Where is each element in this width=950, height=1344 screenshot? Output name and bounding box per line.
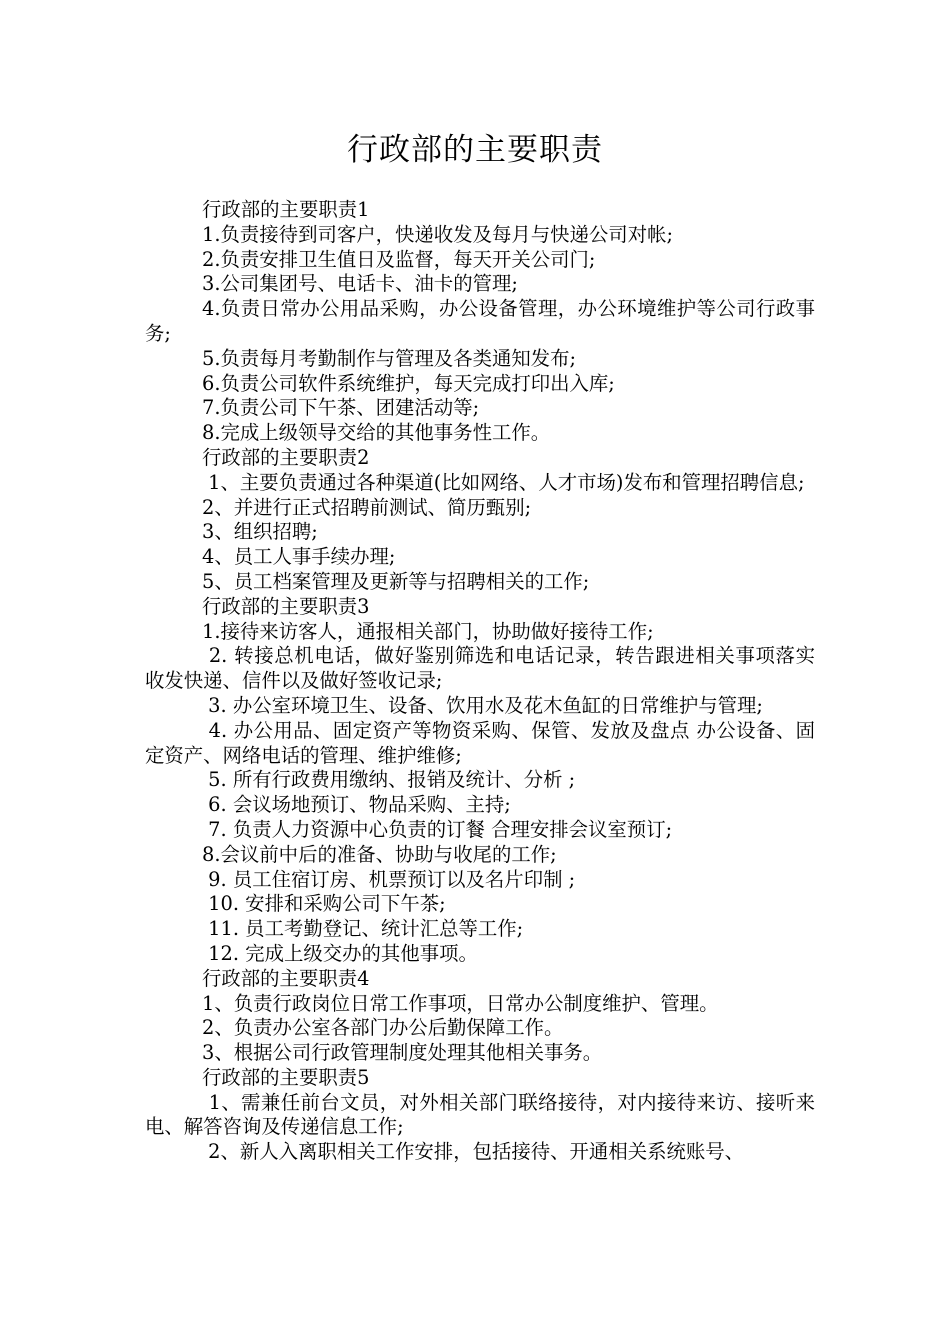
duty-item: 5、员工档案管理及更新等与招聘相关的工作; xyxy=(202,569,590,593)
duty-item: 1.负责接待到司客户，快递收发及每月与快递公司对帐; xyxy=(202,222,674,246)
duty-item: 4. 办公用品、固定资产等物资采购、保管、发放及盘点 办公设备、固定资产、网络电话的管理、维护维修; xyxy=(145,718,815,767)
document-body xyxy=(145,198,822,1165)
duty-item: 1、需兼任前台文员，对外相关部门联络接待，对内接待来访、接听来电、解答咨询及传递信息工作; xyxy=(145,1090,815,1139)
duty-item: 3.公司集团号、电话卡、油卡的管理; xyxy=(202,272,518,296)
duty-item: 4.负责日常办公用品采购，办公设备管理，办公环境维护等公司行政事务; xyxy=(145,297,815,345)
duty-item: 2、并进行正式招聘前测试、简历甄别; xyxy=(202,495,532,519)
duty-item: 2. 转接总机电话，做好鉴别筛选和电话记录，转告跟进相关事项落实 收发快递、信件以及做好签收记录; xyxy=(145,644,822,693)
duty-item: 2、负责办公室各部门办公后勤保障工作。 xyxy=(202,1016,564,1040)
section-heading-4: 行政部的主要职责4 xyxy=(202,966,370,990)
duty-item: 3. 办公室环境卫生、设备、饮用水及花木鱼缸的日常维护与管理; xyxy=(202,693,763,717)
duty-item: 9. 员工住宿订房、机票预订以及名片印制 ; xyxy=(202,867,576,891)
section-heading-3: 行政部的主要职责3 xyxy=(202,594,370,618)
duty-item: 1.接待来访客人，通报相关部门，协助做好接待工作; xyxy=(202,619,654,643)
duty-item: 2、新人入离职相关工作安排，包括接待、开通相关系统账号、 xyxy=(202,1140,745,1164)
duty-item: 1、主要负责通过各种渠道(比如网络、人才市场)发布和管理招聘信息; xyxy=(202,470,805,494)
section-heading-5: 行政部的主要职责5 xyxy=(202,1065,370,1089)
duty-item: 8.完成上级领导交给的其他事务性工作。 xyxy=(202,421,551,445)
duty-item: 4、员工人事手续办理; xyxy=(202,545,396,569)
duty-item: 7.负责公司下午茶、团建活动等; xyxy=(202,396,480,420)
duty-item: 8.会议前中后的准备、协助与收尾的工作; xyxy=(202,842,557,866)
duty-item: 11. 员工考勤登记、统计汇总等工作; xyxy=(202,917,524,941)
duty-item: 12. 完成上级交办的其他事项。 xyxy=(202,941,478,965)
duty-item: 2.负责安排卫生值日及监督，每天开关公司门; xyxy=(202,247,596,271)
duty-item: 6. 会议场地预订、物品采购、主持; xyxy=(202,793,511,817)
duty-item: 10. 安排和采购公司下午茶; xyxy=(202,892,446,916)
section-heading-1: 行政部的主要职责1 xyxy=(202,198,370,221)
duty-item: 3、组织招聘; xyxy=(202,520,318,544)
duty-item: 5. 所有行政费用缴纳、报销及统计、分析 ; xyxy=(202,768,576,792)
duty-item: 1、负责行政岗位日常工作事项，日常办公制度维护、管理。 xyxy=(202,991,719,1015)
duty-item: 6.负责公司软件系统维护，每天完成打印出入库; xyxy=(202,371,615,395)
duty-item: 7. 负责人力资源中心负责的订餐 合理安排会议室预订; xyxy=(202,817,673,841)
duty-item: 5.负责每月考勤制作与管理及各类通知发布; xyxy=(202,346,577,370)
document-title: 行政部的主要职责 xyxy=(347,132,603,168)
section-heading-2: 行政部的主要职责2 xyxy=(202,445,370,469)
duty-item: 3、根据公司行政管理制度处理其他相关事务。 xyxy=(202,1041,603,1065)
